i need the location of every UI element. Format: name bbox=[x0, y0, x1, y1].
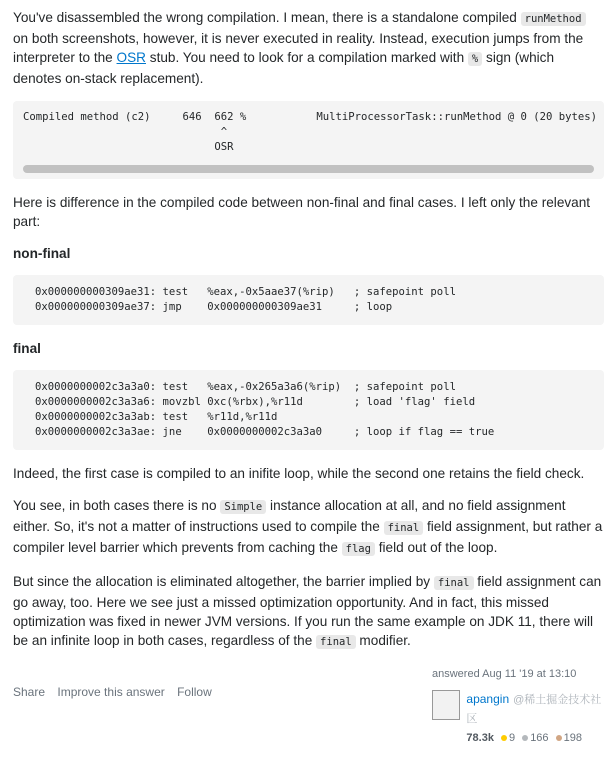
bronze-badge-count: 198 bbox=[563, 732, 582, 744]
text: field assignment, but rather a compiler level barrier which prevents from caching the bbox=[13, 519, 603, 555]
text: You've disassembled the wrong compilation. I mean, there is a standalone compiled bbox=[13, 10, 521, 25]
paragraph-2: Here is difference in the compiled code between non-final and final cases. I left only the relevant part: bbox=[13, 195, 591, 229]
user-details bbox=[466, 690, 604, 748]
inline-code: final bbox=[434, 576, 474, 590]
paragraph-1 bbox=[13, 8, 604, 88]
paragraph-4 bbox=[13, 496, 604, 559]
text: You see, in both cases there is no bbox=[13, 498, 221, 513]
osr-link[interactable]: OSR bbox=[116, 50, 146, 65]
user-card bbox=[432, 665, 604, 748]
user-name-link[interactable]: apangin bbox=[466, 692, 510, 706]
bronze-badge-icon bbox=[556, 735, 562, 741]
silver-badge-count: 166 bbox=[530, 732, 549, 744]
post-actions bbox=[13, 665, 221, 748]
gold-badge-icon bbox=[501, 735, 507, 741]
text: field out of the loop. bbox=[374, 540, 498, 555]
code-block-compiled-method bbox=[13, 101, 604, 179]
answered-timestamp: answered Aug 11 '19 at 13:10 bbox=[432, 668, 577, 680]
heading-final: final bbox=[13, 341, 41, 356]
inline-code: runMethod bbox=[521, 12, 586, 26]
reputation-row bbox=[466, 729, 604, 748]
answer-footer bbox=[13, 665, 604, 748]
text: But since the allocation is eliminated altogether, the barrier implied by bbox=[13, 574, 434, 589]
paragraph-5 bbox=[13, 572, 604, 652]
text: modifier. bbox=[355, 633, 411, 648]
paragraph-3: Indeed, the first case is compiled to an inifite loop, while the second one retains the field check. bbox=[13, 466, 585, 481]
text: stub. You need to look for a compilation marked with bbox=[146, 50, 468, 65]
inline-code: final bbox=[316, 635, 356, 649]
follow-link[interactable]: Follow bbox=[177, 685, 212, 699]
code-block-final: 0x0000000002c3a3a0: test %eax,-0x265a3a6(%rip) ; safepoint poll 0x0000000002c3a3a6: movzbl 0xc(%rbx),%r11d ; load 'flag' field 0x0000000002c3a3ab: test %r11d,%r11d 0x0000000002c3a3ae: jne 0x0000000002c3a3a0 ; loop if flag == true bbox=[13, 370, 604, 450]
text: sign (which denotes on-stack replacement). bbox=[13, 50, 555, 86]
inline-code: flag bbox=[342, 542, 375, 556]
text: on both screenshots, however, it is never executed in reality. Instead, execution jumps from the interpreter to the bbox=[13, 31, 584, 65]
horizontal-scrollbar[interactable] bbox=[23, 165, 594, 173]
inline-code: Simple bbox=[220, 500, 266, 514]
text: field assignment can go away, too. Here we see just a missed optimization opportunity. And in fact, this missed optimization was fixed in newer JVM versions. If you run the same example on JDK 11, there will be an infinite loop in both cases, regardless of the bbox=[13, 574, 602, 648]
inline-code: final bbox=[384, 521, 424, 535]
inline-code: % bbox=[468, 52, 482, 66]
heading-non-final: non-final bbox=[13, 246, 71, 261]
gold-badge-count: 9 bbox=[509, 732, 516, 744]
watermark: @稀土掘金技术社区 bbox=[466, 694, 602, 725]
share-link[interactable]: Share bbox=[13, 685, 46, 699]
user-row bbox=[432, 690, 604, 748]
avatar[interactable] bbox=[432, 690, 460, 720]
code-text: Compiled method (c2) 646 662 % MultiProcessorTask::runMethod @ 0 (20 bytes) ^ OSR bbox=[23, 111, 598, 153]
reputation-score: 78.3k bbox=[466, 732, 494, 744]
code-block-non-final: 0x000000000309ae31: test %eax,-0x5aae37(%rip) ; safepoint poll 0x000000000309ae37: jmp 0x000000000309ae31 ; loop bbox=[13, 275, 604, 325]
improve-answer-link[interactable]: Improve this answer bbox=[57, 685, 165, 699]
silver-badge-icon bbox=[522, 735, 528, 741]
text: instance allocation at all, and no field assignment either. So, it's not a matter of instructions used to compile the bbox=[13, 498, 566, 534]
